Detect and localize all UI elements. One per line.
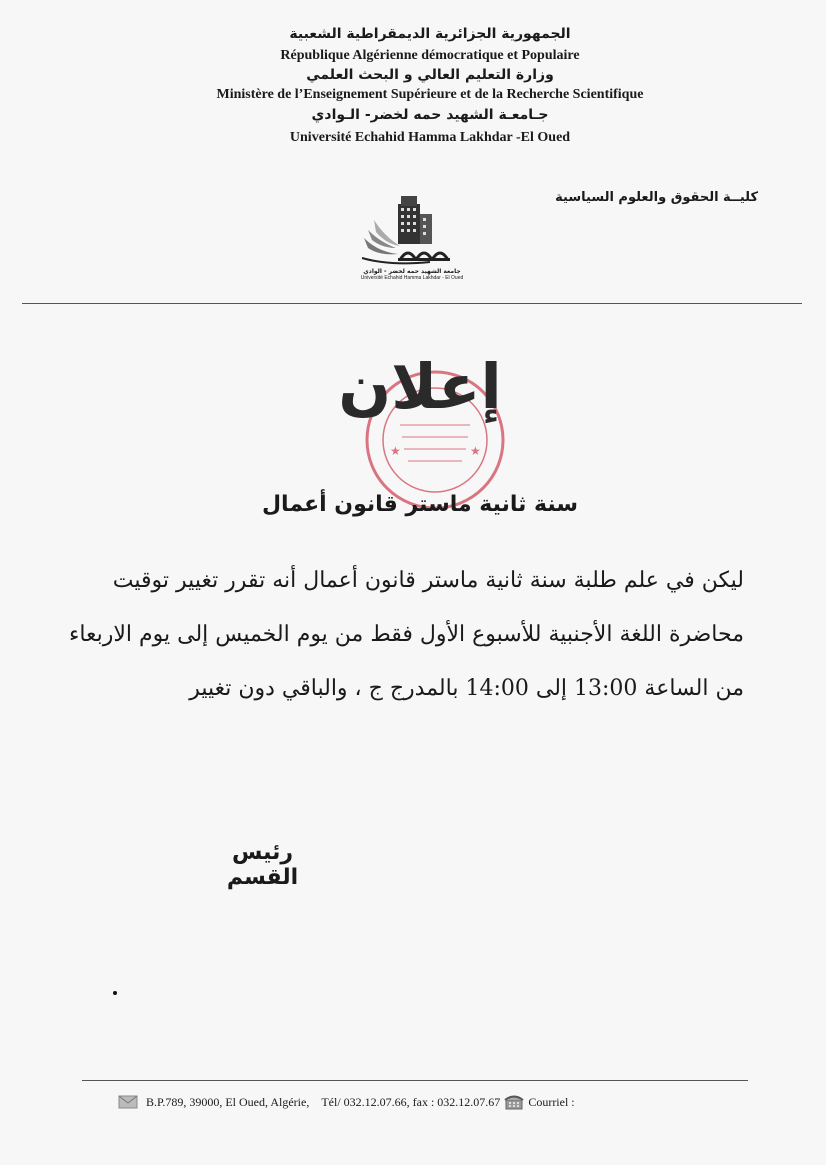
logo-caption bbox=[352, 268, 472, 282]
telephone-icon bbox=[504, 1094, 524, 1110]
footer bbox=[118, 1094, 758, 1110]
header-divider bbox=[22, 303, 802, 304]
notice-line-2: محاضرة اللغة الأجنبية للأسبوع الأول فقط من يوم الخميس إلى يوم الاربعاء bbox=[68, 622, 744, 647]
header-republic-ar: الجمهورية الجزائرية الديمقراطية الشعبية bbox=[289, 26, 571, 42]
header-university-fr: Université Echahid Hamma Lakhdar -El Oued bbox=[289, 130, 571, 145]
footer-phone-fax: Tél/ 032.12.07.66, fax : 032.12.07.67 bbox=[321, 1094, 501, 1109]
notice-subtitle: سنة ثانية ماستر قانون أعمال bbox=[261, 492, 579, 517]
footer-email-label: Courriel : bbox=[528, 1094, 575, 1109]
notice-title: إعلان bbox=[338, 350, 502, 423]
logo-caption-fr: Université Echahid Hamma Lakhdar - El Oued bbox=[360, 275, 464, 281]
footer-divider bbox=[82, 1080, 748, 1081]
header-ministry-ar: وزارة التعليم العالي و البحث العلمي bbox=[306, 67, 554, 83]
notice-line-1: ليكن في علم طلبة سنة ثانية ماستر قانون أعمال أنه تقرر تغيير توقيت bbox=[112, 568, 744, 593]
stray-dot bbox=[113, 991, 117, 995]
logo-caption-ar: جامعة الشهيد حمه لخضر - الوادي bbox=[363, 268, 461, 275]
envelope-icon bbox=[118, 1095, 138, 1109]
signature-title: رئيس القسم bbox=[226, 840, 299, 890]
header-republic-fr: République Algérienne démocratique et Populaire bbox=[280, 48, 580, 63]
svg-text:★: ★ bbox=[390, 444, 401, 458]
footer-address: B.P.789, 39000, El Oued, Algérie, bbox=[146, 1094, 310, 1109]
header-ministry-fr: Ministère de l’Enseignement Supérieure et de la Recherche Scientifique bbox=[216, 87, 644, 102]
faculty-name: كليــة الحقوق والعلوم السياسية bbox=[555, 190, 758, 205]
svg-text:★: ★ bbox=[470, 444, 481, 458]
header-university-ar: جـامعـة الشهيد حمه لخضر- الـوادي bbox=[311, 107, 549, 123]
notice-line-3: من الساعة 13:00 إلى 14:00 بالمدرج ج ، والباقي دون تغيير bbox=[189, 676, 744, 701]
